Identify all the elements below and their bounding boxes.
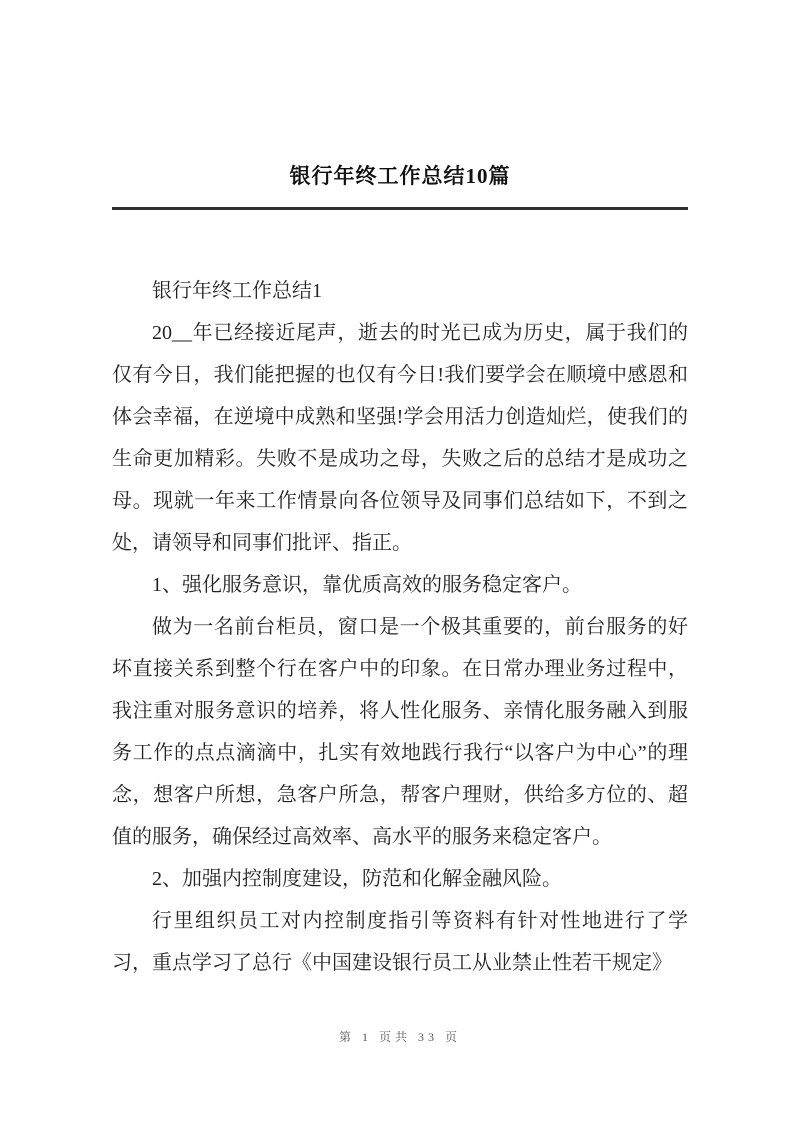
paragraph: 行里组织员工对内控制度指引等资料有针对性地进行了学习，重点学习了总行《中国建设银行员工从业禁止性若干规定》	[112, 910, 688, 974]
paragraph-list-item: 1、强化服务意识，靠优质高效的服务稳定客户。	[152, 574, 582, 596]
document-body	[112, 270, 688, 984]
title-divider	[112, 207, 688, 210]
paragraph: 20__年已经接近尾声，逝去的时光已成为历史，属于我们的仅有今日，我们能把握的也仅有今日!我们要学会在顺境中感恩和体会幸福，在逆境中成熟和坚强!学会用活力创造灿烂，使我们的生命更加精彩。失败不是成功之母，失败之后的总结才是成功之母。现就一年来工作情景向各位领导及同事们总结如下，不到之处，请领导和同事们批评、指正。	[112, 322, 688, 554]
page-footer: 第 1 页共 33 页	[338, 1030, 461, 1044]
paragraph: 做为一名前台柜员，窗口是一个极其重要的，前台服务的好坏直接关系到整个行在客户中的印象。在日常办理业务过程中，我注重对服务意识的培养，将人性化服务、亲情化服务融入到服务工作的点点滴滴中，扎实有效地践行我行“以客户为中心”的理念，想客户所想，急客户所急，帮客户理财，供给多方位的、超值的服务，确保经过高效率、高水平的服务来稳定客户。	[112, 616, 688, 848]
document-title: 银行年终工作总结10篇	[289, 164, 511, 188]
paragraph-list-item: 2、加强内控制度建设，防范和化解金融风险。	[152, 868, 562, 890]
paragraph-section-heading: 银行年终工作总结1	[152, 280, 322, 302]
